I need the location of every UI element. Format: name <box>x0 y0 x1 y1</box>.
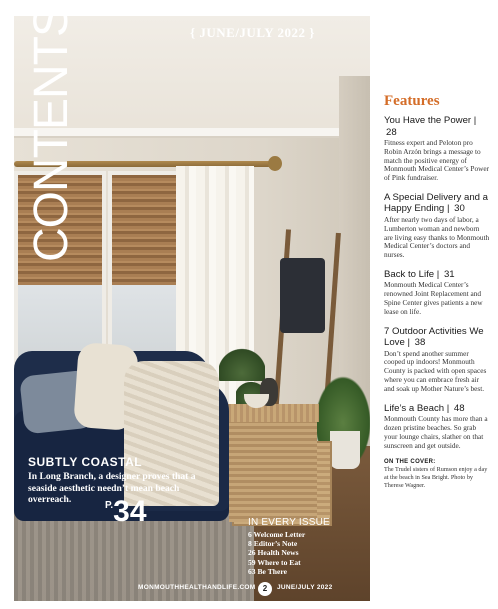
every-issue-item[interactable]: 63 Be There <box>248 566 287 576</box>
caption-text: In Long Branch, a designer proves that a seaside aesthetic needn’t mean beach overreach. <box>28 471 196 505</box>
section-title-text: CONTENTS <box>25 6 78 262</box>
section-title <box>20 6 84 262</box>
feature-title: A Special Delivery and a Happy Ending | 30 <box>384 191 488 215</box>
feature-title: Life’s a Beach | 48 <box>384 402 465 414</box>
features-sidebar <box>384 93 490 489</box>
feature-desc: Monmouth Medical Center’s renowned Joint Replacement and Spine Center gives patients a new lease on life. <box>384 280 483 316</box>
every-issue-item[interactable]: 6 Welcome Letter <box>248 530 306 539</box>
footer-site[interactable]: MONMOUTHHEALTHANDLIFE.COM <box>138 584 256 591</box>
every-issue-item[interactable]: 8 Editor’s Note <box>248 539 298 549</box>
feature-desc: Fitness expert and Peloton pro Robin Arzón brings a message to match the positive energy of Monmouth Medical Center’s Power of Pink fundraiser. <box>384 138 490 183</box>
feature-desc: Monmouth County has more than a dozen pristine beaches. So grab your lounge chairs, slather on that sunscreen and get outside. <box>384 414 488 450</box>
features-heading: Features <box>384 93 440 109</box>
page-number: 34 <box>113 495 147 528</box>
feature-title-text: 7 Outdoor Activities We Love <box>384 325 484 349</box>
every-issue-list <box>248 517 368 576</box>
feature-desc: After nearly two days of labor, a Lumberton woman and newborn are living easy thanks to Monmouth Medical Center’s doctors and nurses. <box>384 214 490 260</box>
feature-title-text: Back to Life <box>384 268 435 280</box>
feature-desc: Don’t spend another summer cooped up indoors! Monmouth County is packed with open spaces where you can embrace fresh air and soak up Mother Nature’s best. <box>384 348 487 393</box>
feature-item[interactable] <box>384 192 490 260</box>
footer-date: JUNE/JULY 2022 <box>277 584 333 591</box>
feature-page: 31 <box>443 268 455 280</box>
footer-page-number: 2 <box>258 582 272 596</box>
feature-item[interactable] <box>384 403 490 451</box>
feature-item[interactable] <box>384 269 490 317</box>
feature-title: You Have the Power | 28 <box>384 115 477 138</box>
feature-title: Back to Life | 31 <box>384 268 455 280</box>
feature-page: 38 <box>414 337 426 349</box>
caption-title: SUBTLY COASTAL <box>28 455 143 469</box>
feature-item[interactable] <box>384 326 490 394</box>
caption-page-ref[interactable] <box>105 497 147 527</box>
feature-title-text: You Have the Power <box>384 115 472 126</box>
feature-page: 48 <box>453 402 465 414</box>
every-issue-item[interactable]: 59 Where to Eat <box>248 557 301 567</box>
feature-title-text: A Special Delivery and a Happy Ending <box>384 191 488 215</box>
feature-page: 28 <box>386 126 397 138</box>
feature-title: 7 Outdoor Activities We Love | 38 <box>384 325 484 349</box>
every-issue-item[interactable]: 26 Health News <box>248 548 299 558</box>
feature-item[interactable] <box>384 115 490 183</box>
page-prefix: P. <box>105 500 114 511</box>
feature-title-text: Life’s a Beach <box>384 402 445 414</box>
every-issue-title: IN EVERY ISSUE <box>248 517 330 528</box>
page-footer <box>14 577 370 601</box>
cover-note-label: ON THE COVER: <box>384 459 436 466</box>
issue-date: { JUNE/JULY 2022 } <box>190 25 315 40</box>
feature-page: 30 <box>454 203 465 215</box>
cover-note-text: The Trudel sisters of Rumson enjoy a day at the beach in Sea Bright. Photo by Therese Wagner. <box>384 466 488 489</box>
cover-note <box>384 459 490 489</box>
